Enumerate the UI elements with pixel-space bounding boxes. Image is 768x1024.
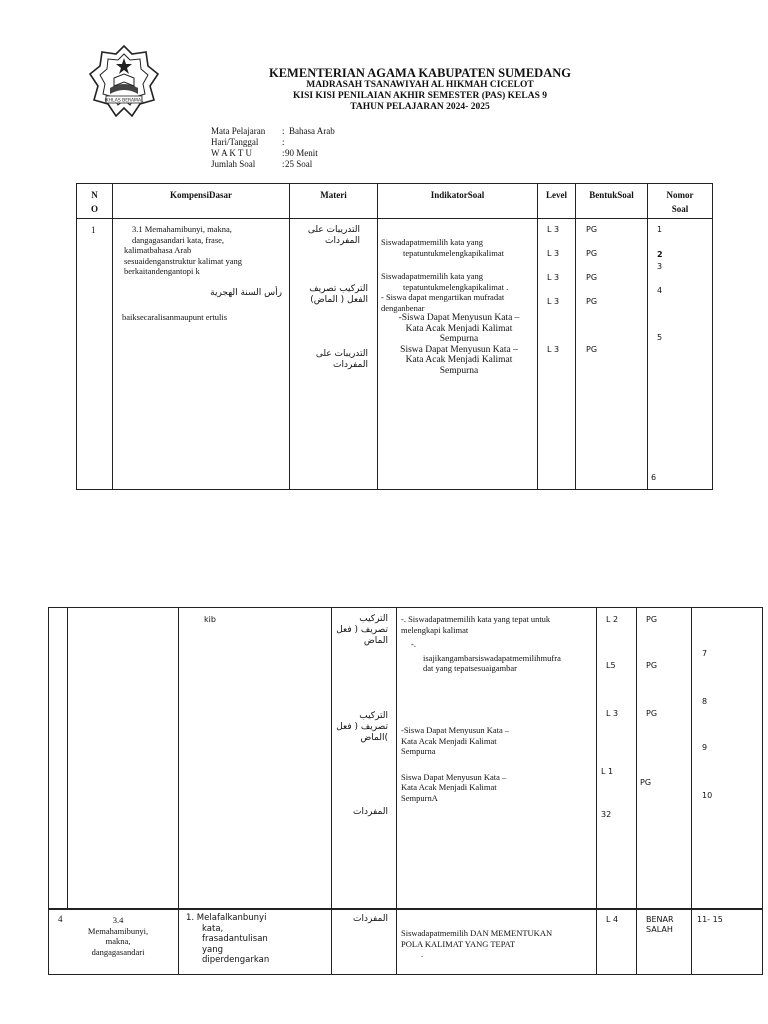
indikator-cell [401, 725, 593, 803]
indikator-line: SempurnA [401, 792, 438, 803]
kd-line: Memahamibunyi, [87, 925, 149, 936]
meta-sep: : [282, 137, 285, 147]
header-bentuk: BentukSoal [589, 190, 634, 200]
kd-cell [68, 915, 168, 957]
kd-line: makna, [105, 936, 131, 946]
level-value: L 4 [606, 915, 619, 924]
header-nomor-a: Nomor [666, 190, 694, 200]
nomor-value: 8 [702, 697, 708, 706]
kd-cell: kib [204, 615, 216, 624]
bentuk-value: PG [586, 273, 598, 282]
level-value: L 3 [547, 297, 560, 306]
indikator-line: Sempurna [439, 365, 479, 376]
kd-line: 3.4 [112, 915, 124, 925]
bentuk-line: SALAH [646, 925, 673, 934]
kd-line: berkaitandengantopi k [124, 266, 200, 276]
materi-item: المفردات [353, 914, 388, 924]
indikator-line: Kata Acak Menjadi Kalimat [405, 355, 513, 365]
header-no [77, 190, 112, 215]
indikator-line: Sempurna [439, 334, 479, 344]
level-value: L 3 [547, 345, 560, 354]
header-nomor-b: Soal [671, 204, 689, 214]
header-title: KEMENTERIAN AGAMA KABUPATEN SUMEDANG [269, 66, 571, 80]
kd-line: sesuaidenganstruktur kalimat yang [124, 255, 243, 266]
nomor-value: 1 [657, 225, 663, 234]
materi-item: التدريبات على المفردات [315, 349, 368, 370]
list-item: frasadantulisan [202, 934, 268, 944]
level-value: L 3 [547, 249, 560, 258]
indikator-cell [381, 237, 537, 376]
bentuk-value: PG [646, 615, 658, 624]
bentuk-value: PG [586, 345, 598, 354]
level-value: L5 [606, 661, 616, 670]
bentuk-value: PG [640, 778, 652, 787]
bentuk-value: PG [646, 661, 658, 670]
header-level: Level [546, 190, 567, 200]
nomor-value: 7 [702, 649, 708, 658]
header-no-a: N [91, 190, 98, 200]
indikator-line: dat yang tepatsesuaigambar [423, 663, 517, 673]
meta-value: 25 Soal [285, 159, 313, 169]
nomor-value: 5 [657, 333, 663, 342]
header-materi: Materi [320, 190, 347, 200]
indikator-line: Kata Acak Menjadi Kalimat [405, 323, 513, 334]
nomor-value: 9 [702, 743, 708, 752]
kd-line: dangagasandari kata, frase, [132, 234, 225, 245]
logo [86, 44, 162, 118]
nomor-value: 2 [657, 250, 663, 259]
bentuk-value: PG [646, 709, 658, 718]
meta-block [211, 126, 335, 170]
meta-sep: : [282, 126, 285, 136]
indikator-line: denganbenar [381, 302, 425, 313]
nomor-value: 10 [702, 791, 713, 800]
meta-value: 90 Menit [285, 148, 318, 158]
indikator-line: Sempurna [401, 746, 436, 756]
indikator-line: melengkapi kalimat [401, 624, 469, 635]
indikator-line: Kata Acak Menjadi Kalimat [401, 782, 497, 792]
nomor-value: 11- 15 [697, 915, 723, 924]
level-value: 32 [601, 810, 612, 819]
indikator-cell [401, 928, 593, 960]
indikator-line: Siswa Dapat Menyusun Kata – [400, 344, 518, 355]
bentuk-value: PG [586, 225, 598, 234]
kd-line: dangagasandari [91, 946, 145, 957]
indikator-line: -Siswa Dapat Menyusun Kata – [398, 313, 520, 323]
kd-extra: baiksecaralisanmaupunt ertulis [122, 312, 228, 322]
level-value: L 3 [547, 273, 560, 282]
header-subtitle: KISI KISI PENILAIAN AKHIR SEMESTER (PAS) KELAS 9 [292, 91, 547, 101]
header-year: TAHUN PELAJARAN 2024- 2025 [350, 102, 490, 112]
indikator-line: POLA KALIMAT YANG TEPAT [401, 938, 516, 949]
nomor-value: 6 [651, 473, 657, 482]
indikator-line: . [421, 949, 424, 959]
nomor-value: 3 [657, 262, 663, 271]
indikator-line: isajikangambarsiswadapatmemilihmufra [423, 652, 561, 663]
header-kd: KompensiDasar [169, 190, 232, 200]
bentuk-value: PG [586, 249, 598, 258]
indikator-line: tepatuntukmelengkapikalimat . [403, 281, 509, 292]
indikator-line: Siswadapatmemilih DAN MEMENTUKAN [401, 928, 553, 938]
indikator-line: Siswa Dapat Menyusun Kata – [401, 771, 507, 782]
meta-value: Bahasa Arab [289, 126, 335, 136]
meta-label: Jumlah Soal [211, 159, 256, 169]
meta-label: Mata Pelajaran [211, 126, 266, 136]
list-item: kata, [202, 923, 224, 934]
indikator-line: tepatuntukmelengkapikalimat [403, 247, 505, 258]
bentuk-value [646, 915, 674, 935]
kd-line: 3.1 Memahamibunyi, makna, [132, 224, 232, 234]
row-no: 4 [58, 914, 63, 924]
level-value: L 2 [606, 615, 619, 624]
kd-line: kalimatbahasa Arab [124, 245, 192, 255]
header-no-b: O [90, 204, 98, 214]
indikator-line: Siswadapatmemilih kata yang [381, 271, 483, 281]
meta-label: Hari/Tanggal [211, 137, 259, 147]
meta-sep: : [282, 159, 285, 169]
meta-sep: : [282, 148, 285, 158]
level-value: L 3 [606, 709, 619, 718]
level-value: L 3 [547, 225, 560, 234]
row-no: 1 [91, 225, 96, 235]
meta-label: W A K T U [211, 148, 253, 158]
indikator-line: Siswadapatmemilih kata yang [381, 237, 483, 247]
materi-item: التركيب تصريف ( فعل )الماض [336, 711, 388, 743]
list-item: diperdengarkan [202, 955, 270, 965]
indikator-line: -Siswa Dapat Menyusun Kata – [401, 725, 510, 735]
materi-item: المفردات [353, 807, 388, 817]
list-item: yang [202, 944, 224, 955]
nomor-value: 4 [657, 286, 663, 295]
kd-arabic: رأس السنة الهجرية [210, 288, 282, 298]
materi-item: التركيب تصريف ( فعل الماض [336, 614, 388, 646]
indikator-line: -. [411, 639, 416, 649]
materi-list [186, 913, 269, 966]
indikator-line: - Siswa dapat mengartikan mufradat [381, 292, 505, 302]
logo-text: IKHLAS BERAMAL [104, 98, 144, 104]
bentuk-line: BENAR [646, 915, 674, 924]
list-item: 1. Melafalkanbunyi [186, 913, 267, 923]
materi-item: التدريبات على المفردات [307, 225, 360, 246]
materi-item: التركيب تصريف الفعل ( الماض) [309, 284, 368, 305]
indikator-line: -. Siswadapatmemilih kata yang tepat untuk [401, 614, 551, 624]
indikator-cell [401, 614, 593, 674]
bentuk-value: PG [586, 297, 598, 306]
header-indikator: IndikatorSoal [430, 190, 485, 200]
kd-cell [124, 224, 286, 277]
indikator-line: Kata Acak Menjadi Kalimat [401, 735, 497, 746]
level-value: L 1 [601, 767, 614, 776]
header-nomor [648, 190, 712, 215]
header-school: MADRASAH TSANAWIYAH AL HIKMAH CICELOT [306, 80, 534, 90]
